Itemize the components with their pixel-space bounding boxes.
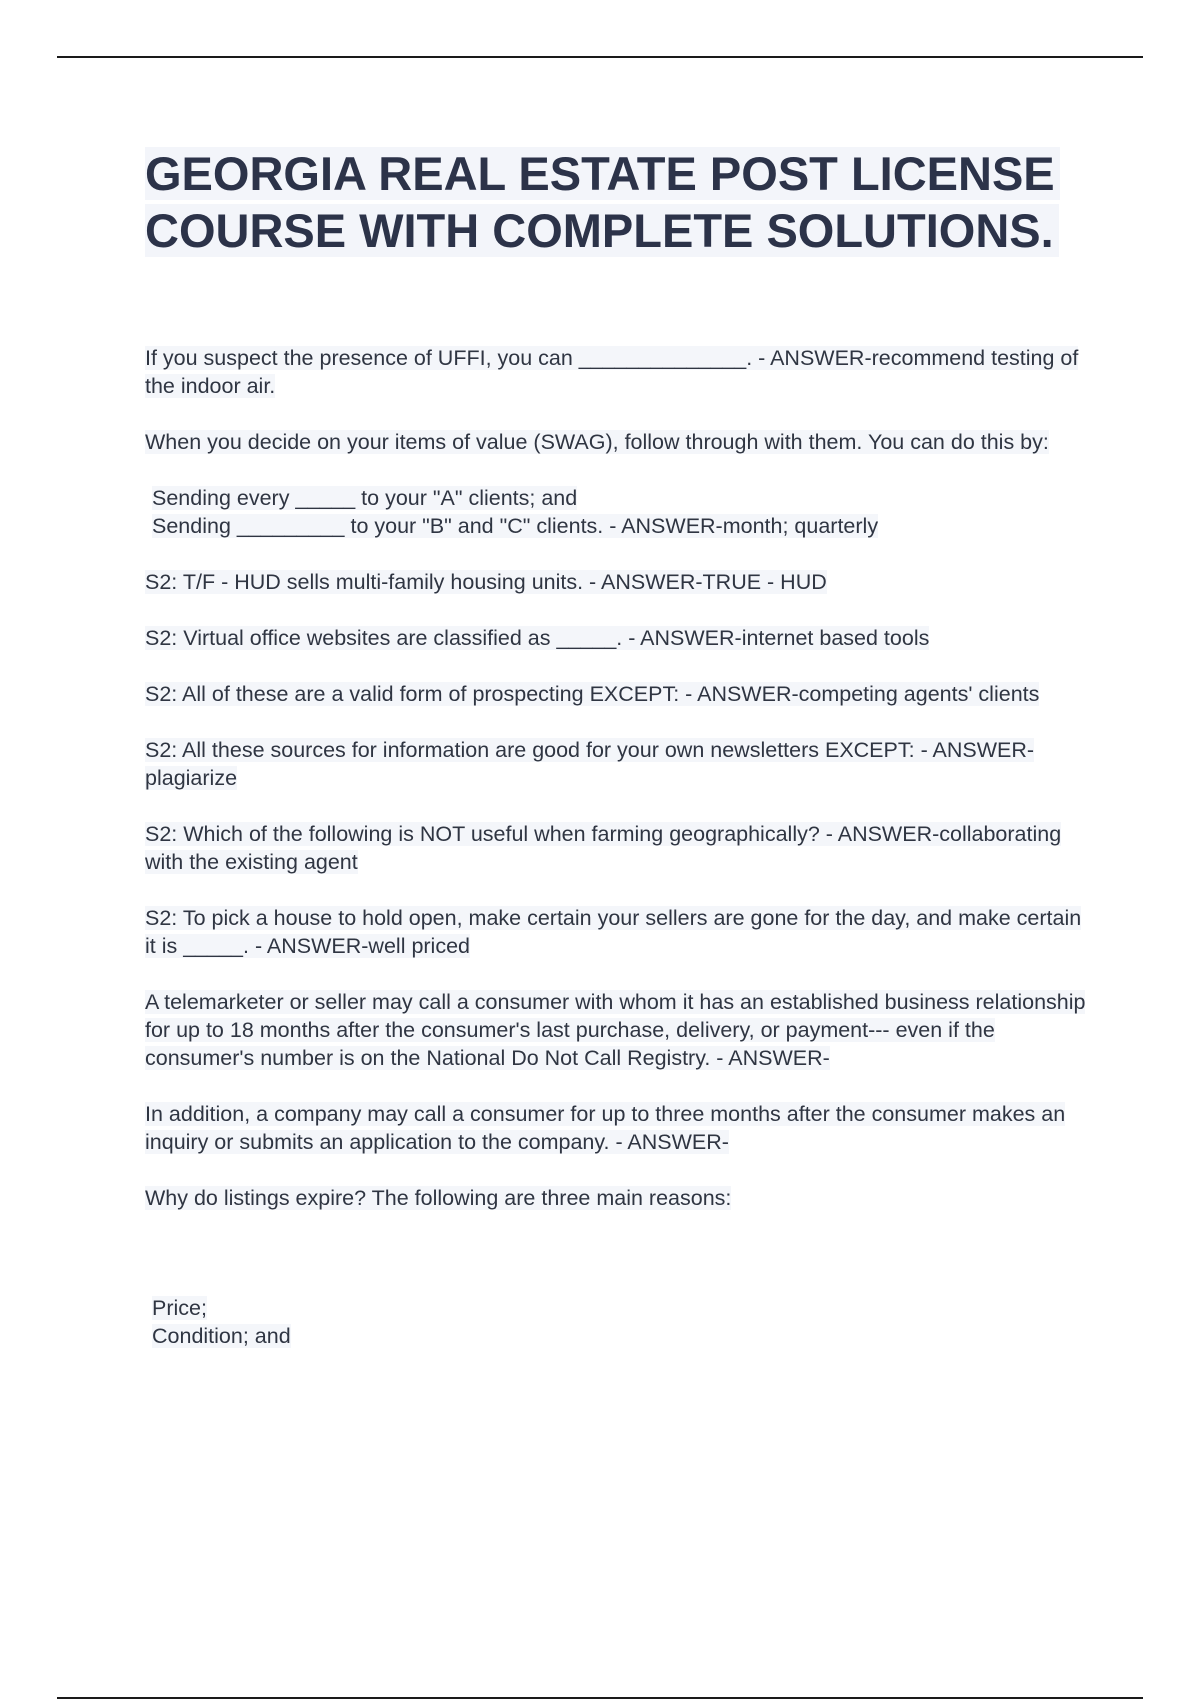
- reason-line-text: Price;: [152, 1296, 207, 1320]
- qa-item-newsletters: [145, 736, 1090, 792]
- swag-answer-lines: [145, 484, 1090, 540]
- document-body: [145, 145, 1090, 1378]
- qa-text: S2: To pick a house to hold open, make certain your sellers are gone for the day, and make certain it is _____. - ANSWER-well priced: [145, 906, 1082, 958]
- qa-text: S2: T/F - HUD sells multi-family housing units. - ANSWER-TRUE - HUD: [145, 570, 827, 594]
- qa-item-prospecting: [145, 680, 1090, 708]
- qa-text: In addition, a company may call a consumer for up to three months after the consumer makes an inquiry or submits an application to the company. - ANSWER-: [145, 1102, 1066, 1154]
- qa-text: S2: Which of the following is NOT useful when farming geographically? - ANSWER-collaborating with the existing agent: [145, 822, 1062, 874]
- reason-line-text: Condition; and: [152, 1324, 291, 1348]
- qa-item-virtual-office: [145, 624, 1090, 652]
- qa-item-telemarketer: [145, 988, 1090, 1072]
- qa-text: A telemarketer or seller may call a consumer with whom it has an established business relationship for up to 18 months after the consumer's last purchase, delivery, or payment--- even if the consumer's number is on the National Do Not Call Registry. - ANSWER-: [145, 990, 1086, 1070]
- reason-line: [145, 1294, 1090, 1322]
- bottom-rule: [57, 1697, 1143, 1699]
- qa-text: If you suspect the presence of UFFI, you can ______________. - ANSWER-recommend testing of the indoor air.: [145, 346, 1079, 398]
- spacer: [145, 1240, 1090, 1294]
- qa-text: S2: All of these are a valid form of prospecting EXCEPT: - ANSWER-competing agents' clients: [145, 682, 1040, 706]
- swag-line: [145, 484, 1090, 512]
- qa-item-inquiry: [145, 1100, 1090, 1156]
- qa-text: When you decide on your items of value (SWAG), follow through with them. You can do this by:: [145, 430, 1049, 454]
- swag-line-text: Sending every _____ to your "A" clients; and: [152, 486, 578, 510]
- reason-line: [145, 1322, 1090, 1350]
- qa-item-hud: [145, 568, 1090, 596]
- qa-item-open-house: [145, 904, 1090, 960]
- qa-text: Why do listings expire? The following are three main reasons:: [145, 1186, 732, 1210]
- swag-line: [145, 512, 1090, 540]
- qa-item-expired-listings: [145, 1184, 1090, 1212]
- swag-line-text: Sending _________ to your "B" and "C" clients. - ANSWER-month; quarterly: [152, 514, 879, 538]
- qa-item-farming: [145, 820, 1090, 876]
- top-rule: [57, 56, 1143, 58]
- reasons-lines: [145, 1294, 1090, 1350]
- title-block: [145, 145, 1090, 259]
- qa-text: S2: Virtual office websites are classified as _____. - ANSWER-internet based tools: [145, 626, 930, 650]
- qa-text: S2: All these sources for information are good for your own newsletters EXCEPT: - ANSWER-plagiarize: [145, 738, 1035, 790]
- qa-item-swag: [145, 428, 1090, 456]
- qa-item-uffi: [145, 344, 1090, 400]
- document-title: GEORGIA REAL ESTATE POST LICENSE COURSE WITH COMPLETE SOLUTIONS.: [145, 147, 1060, 257]
